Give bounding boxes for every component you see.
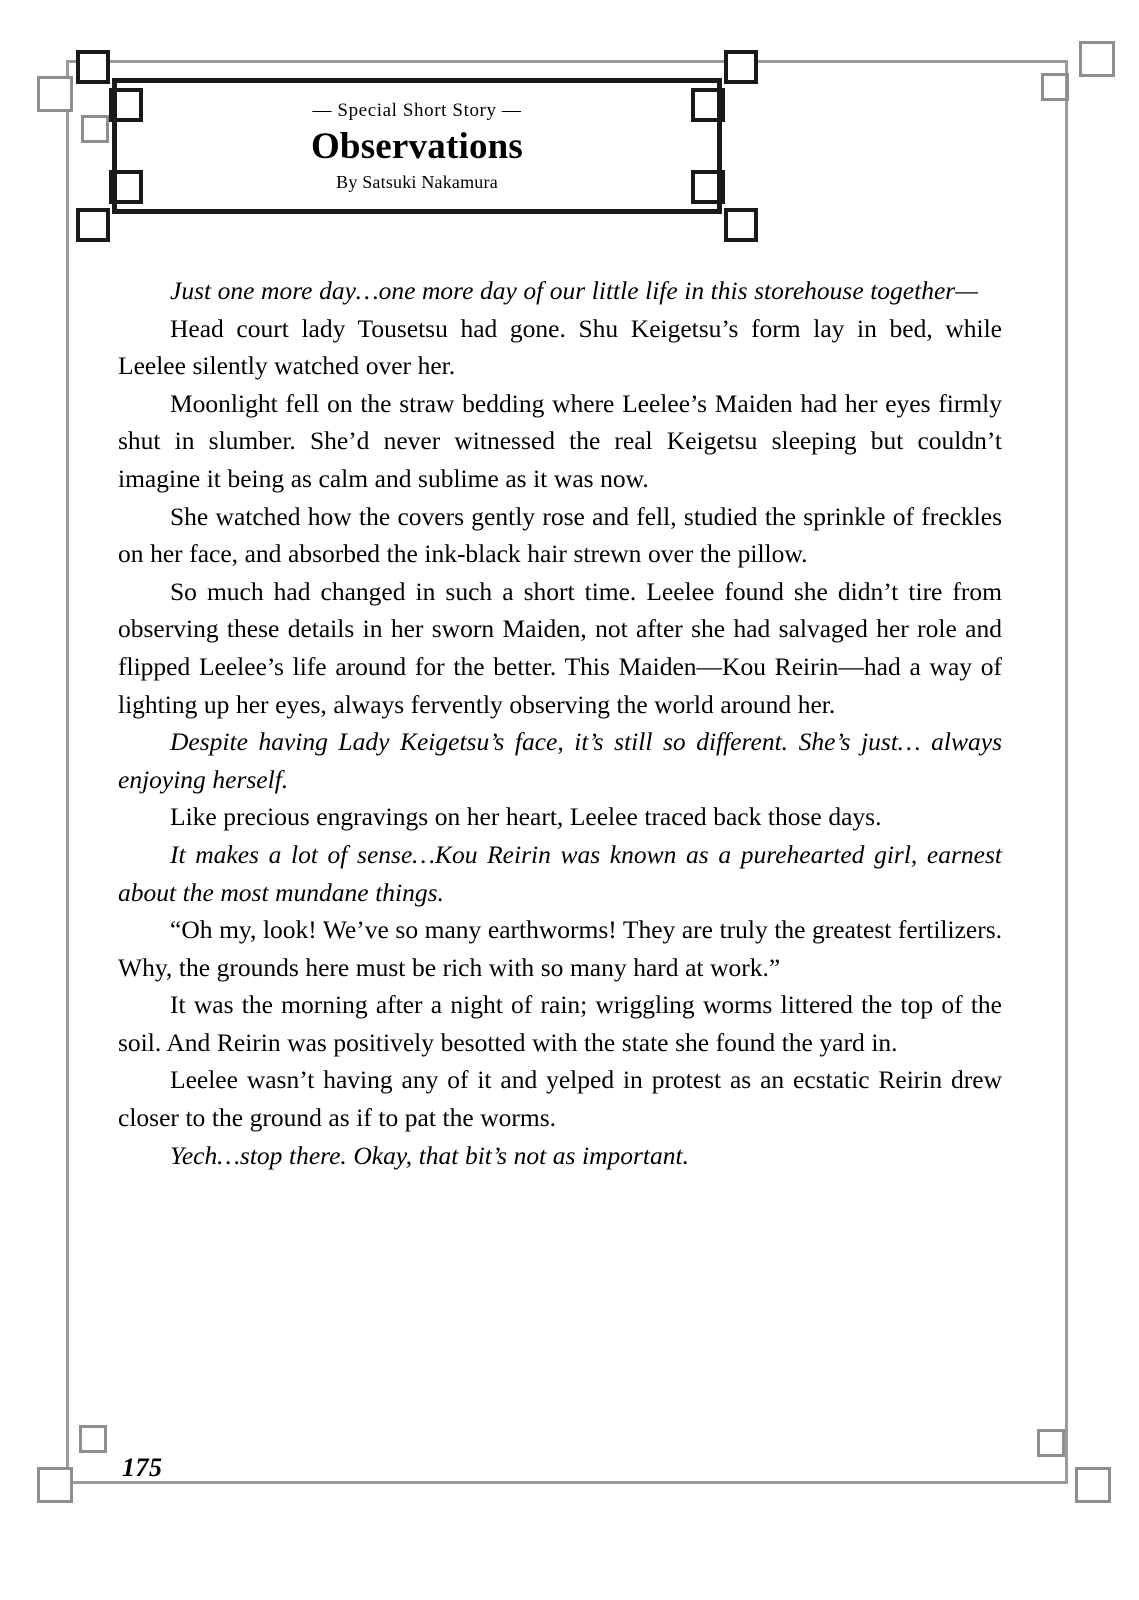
page-number: 175 bbox=[122, 1453, 163, 1482]
paragraph: So much had changed in such a short time. Leelee found she didn’t tire from observing these details in her sworn Maiden, not after she had salvaged her role and flipped Leelee’s life around for the better. This Maiden—Kou Reirin—had a way of lighting up her eyes, always fervently observing the world around her. bbox=[118, 576, 1002, 719]
corner-square-inner-icon bbox=[79, 1425, 107, 1453]
paragraph: It was the morning after a night of rain; wriggling worms littered the top of the soil. And Reirin was positively besotted with the state she found the yard in. bbox=[118, 990, 1002, 1057]
paragraph: Leelee wasn’t having any of it and yelped in protest as an ecstatic Reirin drew closer to the ground as if to pat the worms. bbox=[118, 1065, 1002, 1133]
corner-square-inner-icon bbox=[81, 115, 109, 143]
paragraph: “Oh my, look! We’ve so many earthworms! They are truly the greatest fertilizers. Why, the grounds here must be rich with so many hard at work.” bbox=[118, 915, 1002, 982]
paragraph: It makes a lot of sense…Kou Reirin was known as a purehearted girl, earnest about the most mundane things. bbox=[118, 839, 1002, 907]
page-title: Observations bbox=[310, 126, 524, 168]
paragraph: Despite having Lady Keigetsu’s face, it’s still so different. She’s just… always enjoying herself. bbox=[118, 727, 1002, 794]
paragraph: She watched how the covers gently rose and fell, studied the sprinkle of freckles on her face, and absorbed the ink-black hair strewn over the pillow. bbox=[118, 501, 1002, 569]
paragraph: Like precious engravings on her heart, Leelee traced back those days. bbox=[170, 802, 882, 832]
corner-square-outer-icon bbox=[1079, 41, 1115, 77]
corner-square-outer-icon bbox=[724, 208, 758, 242]
corner-square-inner-icon bbox=[1041, 73, 1069, 101]
corner-square-inner-icon bbox=[1037, 1429, 1065, 1457]
story-byline: By Satsuki Nakamura bbox=[336, 171, 498, 192]
corner-square-outer-icon bbox=[37, 1467, 73, 1503]
title-text-group bbox=[112, 78, 722, 214]
paragraph: Moonlight fell on the straw bedding where Leelee’s Maiden had her eyes firmly shut in slumber. She’d never witnessed the real Keigetsu sleeping but couldn’t imagine it being as calm and sublime as it was now. bbox=[118, 388, 1002, 493]
story-body bbox=[118, 272, 1002, 1174]
corner-square-outer-icon bbox=[76, 50, 110, 84]
story-kicker: — Special Short Story — bbox=[312, 100, 522, 122]
paragraph: Head court lady Tousetsu had gone. Shu Keigetsu’s form lay in bed, while Leelee silently watched over her. bbox=[118, 313, 1002, 381]
corner-square-outer-icon bbox=[76, 208, 110, 242]
corner-square-outer-icon bbox=[1075, 1467, 1111, 1503]
paragraph: Yech…stop there. Okay, that bit’s not as important. bbox=[170, 1140, 689, 1170]
paragraph: Just one more day…one more day of our little life in this storehouse together— bbox=[170, 276, 978, 305]
story-title-box bbox=[112, 78, 722, 214]
corner-square-outer-icon bbox=[37, 76, 73, 112]
corner-square-outer-icon bbox=[724, 50, 758, 84]
